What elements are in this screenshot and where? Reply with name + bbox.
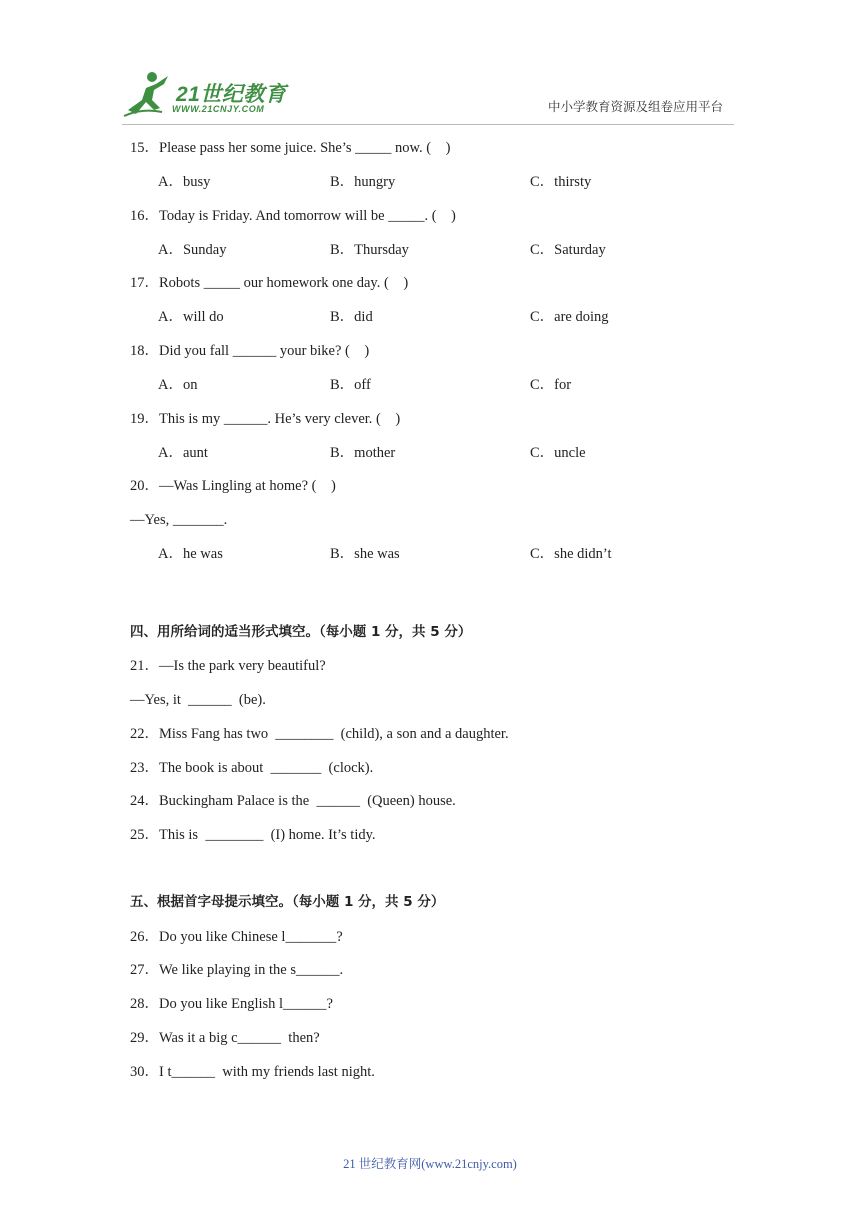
page-header	[0, 0, 860, 125]
question-20: 20．—Was Lingling at home? ( )	[130, 478, 336, 494]
question-21: 21．—Is the park very beautiful?	[130, 658, 326, 674]
question-20-reply: —Yes, _______.	[130, 512, 228, 528]
q19-option-a: A．aunt	[158, 445, 208, 461]
logo-text: 21世纪教育	[176, 83, 287, 106]
header-divider	[122, 124, 734, 125]
header-tagline: 中小学教育资源及组卷应用平台	[548, 99, 724, 114]
question-19: 19．This is my ______. He’s very clever. ( )	[130, 411, 401, 427]
q18-option-a: A．on	[158, 377, 198, 393]
q15-option-c: C．thirsty	[530, 174, 592, 190]
question-26: 26．Do you like Chinese l_______?	[130, 929, 343, 945]
question-18: 18．Did you fall ______ your bike? ( )	[130, 343, 370, 359]
question-16: 16．Today is Friday. And tomorrow will be _____. ( )	[130, 208, 456, 224]
question-25: 25．This is ________ (I) home. It’s tidy.	[130, 827, 376, 843]
q20-option-b: B．she was	[330, 546, 400, 562]
question-15: 15．Please pass her some juice. She’s _____ now. ( )	[130, 140, 451, 156]
page-footer: 21 世纪教育网(www.21cnjy.com)	[343, 1157, 517, 1171]
question-30: 30．I t______ with my friends last night.	[130, 1064, 375, 1080]
q16-option-a: A．Sunday	[158, 242, 227, 258]
q17-option-a: A．will do	[158, 309, 224, 325]
logo-url: WWW.21CNJY.COM	[172, 104, 265, 114]
q18-option-b: B．off	[330, 377, 371, 393]
q19-option-b: B．mother	[330, 445, 396, 461]
q20-option-a: A．he was	[158, 546, 223, 562]
q16-option-c: C．Saturday	[530, 242, 606, 258]
q17-option-c: C．are doing	[530, 309, 609, 325]
question-17: 17．Robots _____ our homework one day. ( )	[130, 275, 409, 291]
q19-option-c: C．uncle	[530, 445, 586, 461]
q16-option-b: B．Thursday	[330, 242, 409, 258]
question-29: 29．Was it a big c______ then?	[130, 1030, 320, 1046]
question-27: 27．We like playing in the s______.	[130, 962, 344, 978]
q20-option-c: C．she didn’t	[530, 546, 612, 562]
question-21-reply: —Yes, it ______ (be).	[130, 692, 266, 708]
question-22: 22．Miss Fang has two ________ (child), a son and a daughter.	[130, 726, 509, 742]
q15-option-a: A．busy	[158, 174, 211, 190]
question-23: 23．The book is about _______ (clock).	[130, 760, 374, 776]
question-28: 28．Do you like English l______?	[130, 996, 333, 1012]
section-4-title: 四、用所给词的适当形式填空。（每小题 1 分，共 5 分）	[130, 624, 472, 640]
logo	[122, 70, 292, 120]
q15-option-b: B．hungry	[330, 174, 396, 190]
q18-option-c: C．for	[530, 377, 572, 393]
section-5-title: 五、根据首字母提示填空。（每小题 1 分，共 5 分）	[130, 894, 445, 910]
q17-option-b: B．did	[330, 309, 373, 325]
question-24: 24．Buckingham Palace is the ______ (Queen) house.	[130, 793, 456, 809]
